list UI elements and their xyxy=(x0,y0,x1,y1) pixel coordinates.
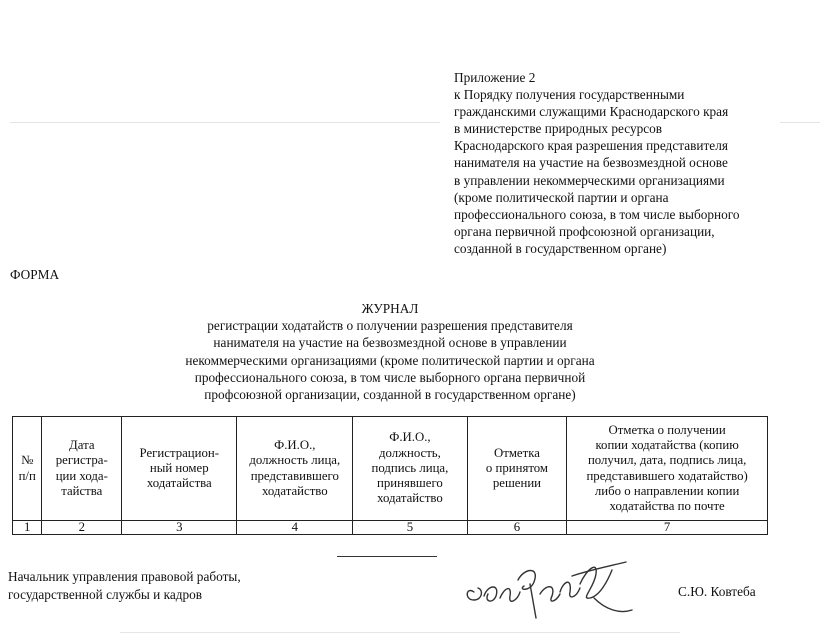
header-line: тайства xyxy=(61,483,103,498)
header-line: регистра- xyxy=(55,453,108,468)
header-line: Отметка xyxy=(494,445,540,460)
header-line: подпись лица, xyxy=(371,460,449,475)
header-line: копии ходатайства (копию xyxy=(595,438,739,453)
header-line: ходатайство xyxy=(261,483,328,498)
scan-artifact-line xyxy=(780,122,820,123)
header-line: должность лица, xyxy=(249,453,341,468)
header-line: Ф.И.О., xyxy=(389,430,431,445)
forma-label: ФОРМА xyxy=(10,267,60,282)
appendix-line: гражданскими служащими Краснодарского края xyxy=(454,104,729,120)
header-line: получил, дата, подпись лица, xyxy=(587,453,747,468)
column-number-cell: 4 xyxy=(237,521,353,535)
header-cell-submitter xyxy=(237,417,353,521)
handwritten-signature xyxy=(460,540,640,630)
appendix-block xyxy=(454,69,784,257)
scan-artifact-line xyxy=(10,122,440,123)
header-line: либо о направлении копии xyxy=(594,483,740,498)
appendix-line: в управлении некоммерческими организациями xyxy=(454,172,725,188)
header-cell-number xyxy=(13,417,42,521)
header-line: принявшего xyxy=(377,476,443,491)
header-line: ходатайство xyxy=(377,491,443,506)
journal-table xyxy=(12,416,768,535)
header-line: о принятом xyxy=(485,460,549,475)
journal-subtitle-line: профсоюзной организации, созданной в государственном органе) xyxy=(204,387,576,403)
header-cell-decision xyxy=(467,417,567,521)
header-cell-date xyxy=(42,417,122,521)
journal-subtitle-line: профессионального союза, в том числе выборного органа первичной xyxy=(194,369,586,385)
header-line: ходатайства по почте xyxy=(609,498,725,513)
header-line: представившего ходатайство) xyxy=(586,468,748,483)
journal-title: ЖУРНАЛ xyxy=(361,301,419,316)
appendix-line: к Порядку получения государственными xyxy=(454,87,685,103)
column-number-cell: 3 xyxy=(122,521,237,535)
signatory-position xyxy=(8,568,241,603)
header-line: должность, xyxy=(379,445,441,460)
appendix-line: (кроме политической партии и органа xyxy=(454,189,669,205)
appendix-line: профессионального союза, в том числе выборного xyxy=(454,206,740,222)
position-line: государственной службы и кадров xyxy=(8,586,203,602)
appendix-line: созданной в государственном органе) xyxy=(454,240,667,256)
journal-subtitle-line: регистрации ходатайств о получении разрешения представителя xyxy=(207,318,573,334)
position-line: Начальник управления правовой работы, xyxy=(8,569,241,584)
table-header-row xyxy=(13,417,768,521)
column-number-cell: 7 xyxy=(567,521,768,535)
journal-subtitle-line: некоммерческими организациями (кроме политической партии и органа xyxy=(185,352,595,368)
column-number-cell: 5 xyxy=(353,521,468,535)
scan-artifact-line xyxy=(120,632,680,633)
header-cell-reg-number xyxy=(122,417,237,521)
header-line: ный номер xyxy=(149,460,209,475)
header-line: № xyxy=(21,453,34,468)
journal-heading xyxy=(170,300,610,403)
column-number-cell: 6 xyxy=(467,521,567,535)
header-line: Дата xyxy=(69,438,95,453)
signatory-name: С.Ю. Ковтеба xyxy=(678,584,756,599)
header-line: ходатайства xyxy=(146,476,212,491)
appendix-line: органа первичной профсоюзной организации, xyxy=(454,223,715,239)
header-line: ции хода- xyxy=(55,468,108,483)
header-line: Регистрацион- xyxy=(139,445,219,460)
header-cell-receiver xyxy=(353,417,468,521)
header-line: Отметка о получении xyxy=(608,422,726,437)
header-cell-copy-mark xyxy=(567,417,768,521)
header-line: Ф.И.О., xyxy=(274,438,316,453)
header-line: п/п xyxy=(18,468,36,483)
column-number-cell: 1 xyxy=(13,521,42,535)
column-number-cell: 2 xyxy=(42,521,122,535)
appendix-line: Краснодарского края разрешения представителя xyxy=(454,138,728,154)
header-line: представившего xyxy=(250,468,339,483)
table-row xyxy=(13,521,768,535)
signature-underline xyxy=(337,556,437,557)
appendix-line: в министерстве природных ресурсов xyxy=(454,121,663,137)
journal-subtitle-line: нанимателя на участие на безвозмездной основе в управлении xyxy=(213,335,567,351)
header-line: решении xyxy=(492,476,542,491)
appendix-line: Приложение 2 xyxy=(454,70,536,85)
appendix-line: нанимателя на участие на безвозмездной основе xyxy=(454,155,728,171)
